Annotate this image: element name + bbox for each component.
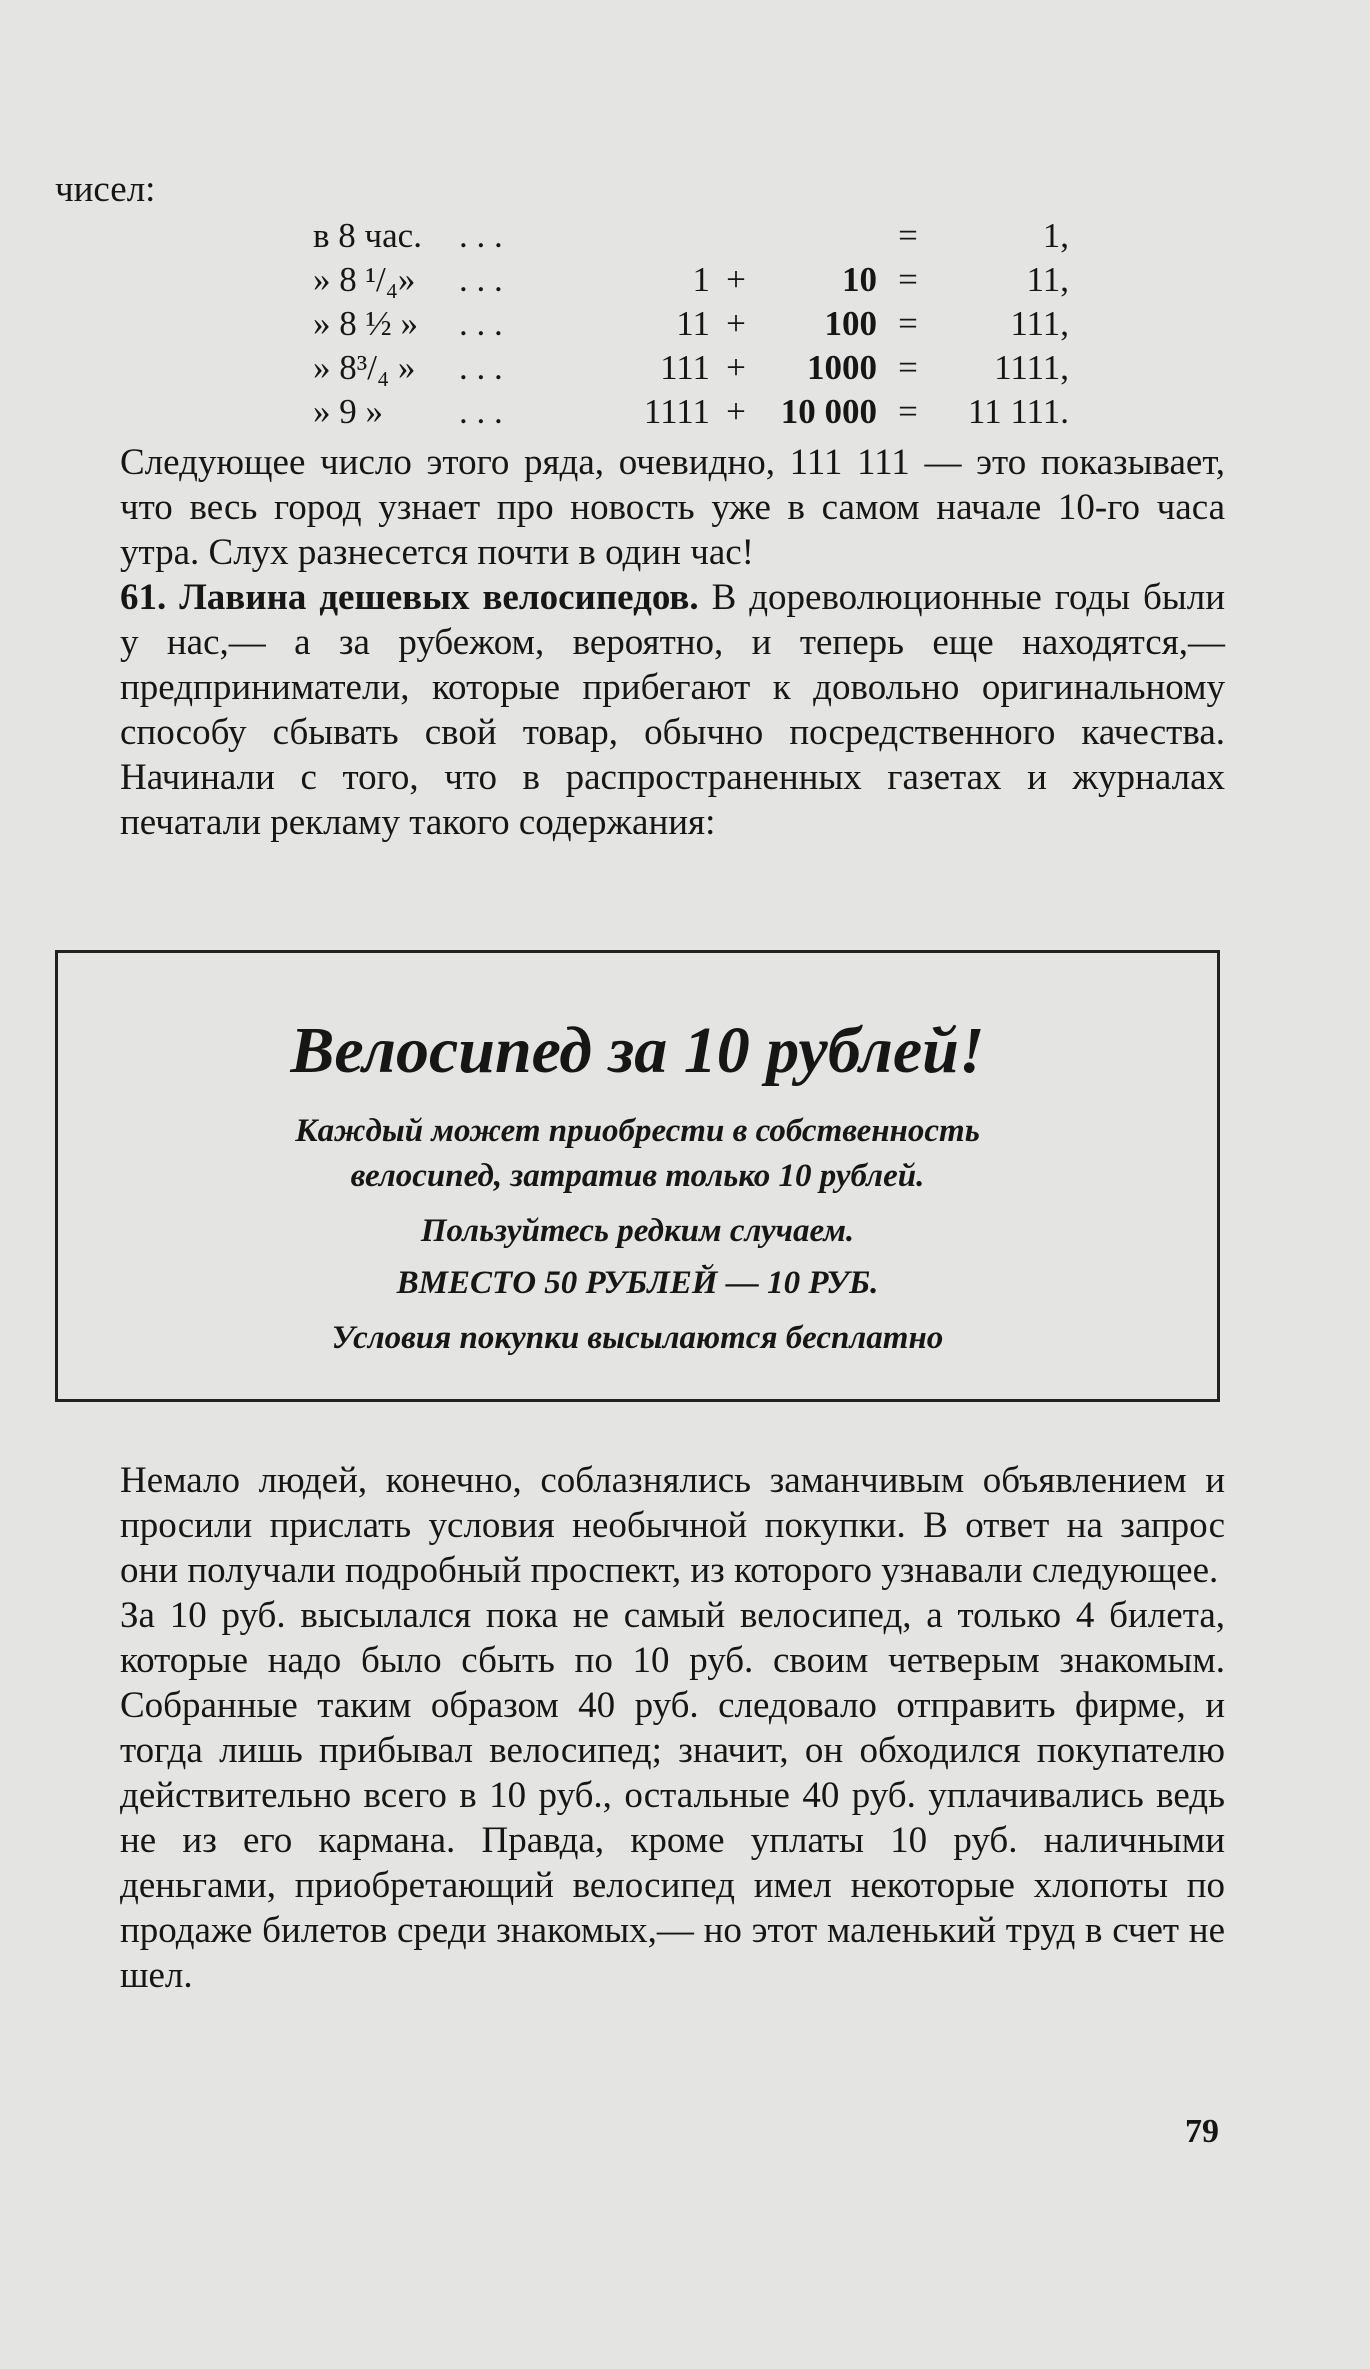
text-block-2: [120, 1458, 1225, 1998]
calc-cell-time: » 8 ¹/₄»: [313, 260, 416, 299]
text-block-1: [120, 440, 1225, 845]
calc-cell-dots: . . .: [459, 216, 503, 255]
calc-cell-r: 11 111.: [967, 392, 1069, 431]
calc-cell-a: 1111: [643, 392, 710, 431]
calc-cell-eq: =: [898, 392, 918, 431]
calc-cell-time: » 8 ½ »: [313, 304, 418, 343]
calc-row: [310, 258, 1072, 302]
calc-cell-time: » 8³/₄ »: [313, 348, 416, 387]
calc-cell-dots: . . .: [459, 304, 503, 343]
calc-cell-b: 10 000: [780, 392, 877, 431]
section-heading: 61. Лавина дешевых велосипедов.: [120, 577, 699, 618]
calc-cell-r: 111,: [1010, 304, 1069, 343]
calc-cell-b: 100: [824, 304, 877, 343]
calc-row: [310, 214, 1072, 258]
paragraph-scheme: За 10 руб. высылался пока не самый велосипед, а только 4 билета, которые надо было сбыть по 10 руб. своим четверым знакомым. Собранные таким образом 40 руб. следовало отправить фирме, и тогда лишь прибывал велосипед; значит, он обходился покупателю действительно всего в 10 руб., остальные 40 руб. уплачивались ведь не из его кармана. Правда, кроме уплаты 10 руб. наличными деньгами, приобретающий велосипед имел некоторые хлопоты по продаже билетов среди знакомых,— но этот маленький труд в счет не шел.: [120, 1595, 1225, 1996]
calc-row: [310, 346, 1072, 390]
calculation-table: [310, 214, 1072, 434]
calc-cell-eq: =: [898, 260, 918, 299]
ad-headline: Велосипед за 10 рублей!: [290, 1014, 985, 1087]
calc-cell-dots: . . .: [459, 392, 503, 431]
calc-cell-eq: =: [898, 348, 918, 387]
calc-cell-op: +: [726, 348, 746, 387]
advertisement-frame: [55, 953, 1220, 1399]
ad-line-2: велосипед, затратив только 10 рублей.: [350, 1158, 925, 1194]
calc-cell-op: +: [726, 260, 746, 299]
ad-line-1: Каждый может приобрести в собственность: [295, 1113, 980, 1149]
ad-line-3: Пользуйтесь редким случаем.: [420, 1213, 855, 1249]
paragraph-response: Немало людей, конечно, соблазнялись заманчивым объявлением и просили прислать условия необычной покупки. В ответ на запрос они получали подробный проспект, из которого узнавали следующее.: [120, 1460, 1225, 1591]
calc-row: [310, 390, 1072, 434]
calc-cell-a: [607, 214, 713, 258]
calc-cell-b: 10: [842, 260, 877, 299]
paragraph-bicycles-text: В дореволюционные годы были у нас,— а за рубежом, вероятно, и теперь еще находятся,— предприниматели, которые прибегают к довольно оригинальному способу сбывать свой товар, обычно посредственного качества. Начинали с того, что в распространенных газетах и журналах печатали рекламу такого содержания:: [120, 577, 1225, 843]
paragraph-rumor: Следующее число этого ряда, очевидно, 111 111 — это показывает, что весь город узнает про новость уже в самом начале 10-го часа утра. Слух разнесется почти в один час!: [120, 442, 1225, 573]
calc-cell-a: 11: [676, 304, 710, 343]
calc-cell-b: 1000: [807, 348, 877, 387]
calc-cell-time: » 9 »: [313, 392, 383, 431]
ad-line-5: Условия покупки высылаются бесплатно: [331, 1320, 944, 1356]
calc-cell-eq: =: [898, 304, 918, 343]
calc-cell-a: 111: [660, 348, 710, 387]
calc-cell-r: 11,: [1026, 260, 1069, 299]
page-number: 79: [1185, 2113, 1219, 2150]
advertisement-box: [55, 950, 1220, 1402]
calc-cell-op: +: [726, 304, 746, 343]
paragraph-bicycles: [120, 575, 1225, 845]
calc-cell-op: +: [726, 392, 746, 431]
lead-text: чисел:: [55, 169, 156, 210]
calc-cell-op: [713, 214, 759, 258]
calc-cell-eq: =: [898, 216, 918, 255]
calc-cell-r: 1111,: [994, 348, 1069, 387]
calc-cell-b: [759, 214, 880, 258]
ad-line-4: ВМЕСТО 50 РУБЛЕЙ — 10 РУБ.: [396, 1265, 879, 1301]
calc-cell-dots: . . .: [459, 260, 503, 299]
calc-row: [310, 302, 1072, 346]
calc-cell-a: 1: [692, 260, 710, 299]
calc-cell-r: 1,: [1042, 216, 1069, 255]
calc-cell-time: в 8 час.: [313, 216, 422, 255]
calc-cell-dots: . . .: [459, 348, 503, 387]
